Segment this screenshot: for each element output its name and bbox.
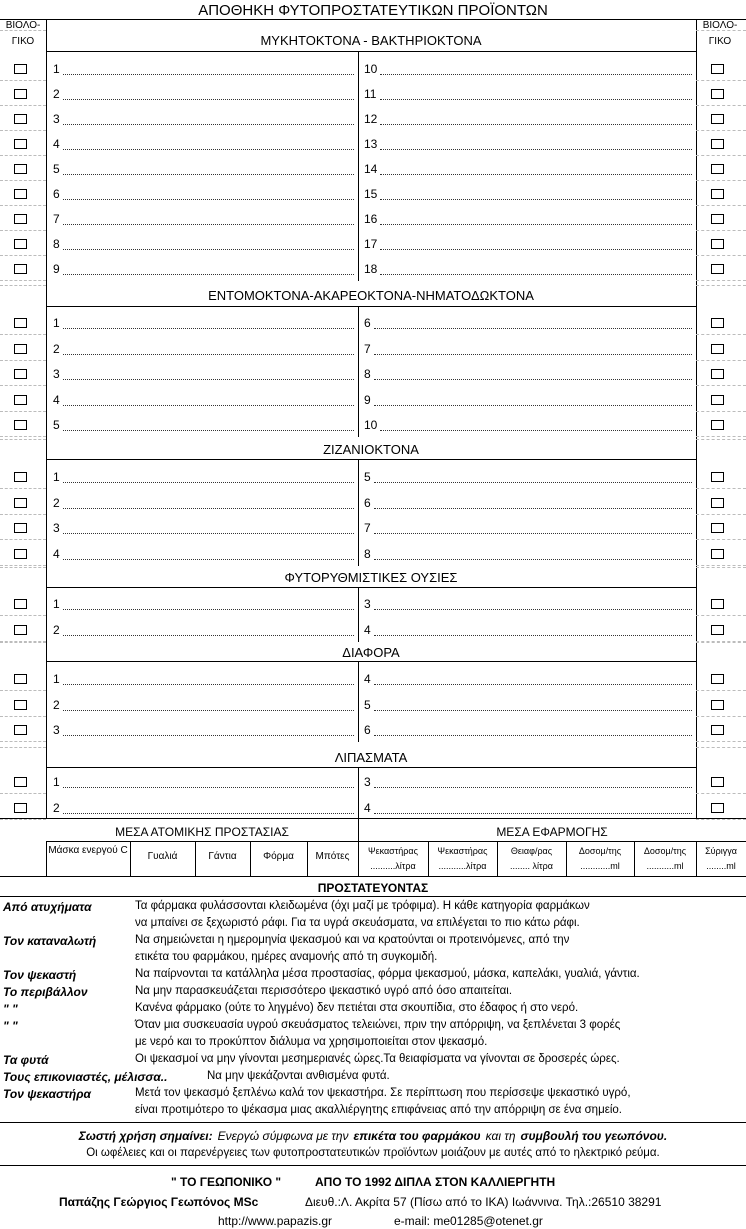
entry-input-line[interactable] bbox=[63, 405, 354, 406]
bio-header-left: ΒΙΟΛΟ- bbox=[5, 20, 41, 31]
bio-checkbox-left[interactable] bbox=[14, 114, 27, 124]
bio-checkbox-right[interactable] bbox=[711, 700, 724, 710]
bio-checkbox-right[interactable] bbox=[711, 139, 724, 149]
entry-input-line[interactable] bbox=[374, 813, 692, 814]
bio-checkbox-right[interactable] bbox=[711, 498, 724, 508]
application-capacity: ..........λίτρα bbox=[370, 861, 416, 871]
grid-line bbox=[696, 385, 746, 386]
bio-checkbox-left[interactable] bbox=[14, 725, 27, 735]
page-title: ΑΠΟΘΗΚΗ ΦΥΤΟΠΡΟΣΤΑΤΕΥΤΙΚΩΝ ΠΡΟΪΟΝΤΩΝ bbox=[198, 2, 548, 19]
grid-line bbox=[696, 155, 746, 156]
section-title-underline bbox=[46, 306, 696, 307]
grid-line bbox=[696, 819, 746, 820]
protecting-label: Από ατυχήματα bbox=[3, 900, 92, 914]
rule bbox=[0, 896, 746, 897]
grid-line bbox=[696, 439, 746, 440]
grid-line bbox=[0, 567, 46, 568]
protecting-text: είναι προτιμότερο το ψέκασμα μιας ακαλλιέργητης επιφάνειας από την απόρριψη σε ένα σημείο. bbox=[135, 1104, 622, 1116]
protecting-text: ετικέτα του φαρμάκου, ημέρες αναμονής από τη συγκομιδή. bbox=[135, 951, 438, 963]
bio-checkbox-left[interactable] bbox=[14, 549, 27, 559]
bio-checkbox-right[interactable] bbox=[711, 214, 724, 224]
entry-number: 4 bbox=[53, 547, 60, 561]
section-title: ΕΝΤΟΜΟΚΤΟΝΑ-ΑΚΑΡΕΟΚΤΟΝΑ-ΝΗΜΑΤΟΔΩΚΤΟΝΑ bbox=[208, 288, 534, 303]
entry-input-line[interactable] bbox=[63, 354, 354, 355]
grid-line bbox=[0, 565, 46, 566]
protecting-text: Κανένα φάρμακο (ούτε το ληγμένο) δεν πετιέται στα σκουπίδια, στο έδαφος ή στο νερό. bbox=[135, 1002, 579, 1014]
entry-input-line[interactable] bbox=[374, 787, 692, 788]
entry-number: 16 bbox=[364, 212, 378, 226]
entry-input-line[interactable] bbox=[63, 174, 354, 175]
protecting-text: Να παίρνονται τα κατάλληλα μέσα προστασίας, φόρμα ψεκασμού, μάσκα, καπελάκι, γυαλιά, γάντια. bbox=[135, 968, 640, 980]
grid-line bbox=[696, 255, 746, 256]
entry-input-line[interactable] bbox=[374, 635, 692, 636]
correct-use-text: και τη bbox=[485, 1129, 516, 1143]
grid-line bbox=[0, 285, 46, 286]
entry-input-line[interactable] bbox=[380, 274, 692, 275]
grid-line bbox=[696, 130, 746, 131]
bio-checkbox-left[interactable] bbox=[14, 89, 27, 99]
grid-line bbox=[0, 436, 46, 437]
bio-checkbox-right[interactable] bbox=[711, 625, 724, 635]
application-capacity: ...........ml bbox=[646, 861, 684, 871]
entry-number: 1 bbox=[53, 470, 60, 484]
entry-number: 10 bbox=[364, 62, 378, 76]
section-title-underline bbox=[46, 459, 696, 460]
grid-line bbox=[0, 741, 46, 742]
middle-column-rule bbox=[358, 306, 359, 437]
grid-line bbox=[0, 411, 46, 412]
bio-checkbox-right[interactable] bbox=[711, 369, 724, 379]
entry-number: 5 bbox=[53, 162, 60, 176]
grid-line bbox=[0, 439, 46, 440]
entry-number: 3 bbox=[53, 723, 60, 737]
entry-number: 7 bbox=[53, 212, 60, 226]
grid-line bbox=[696, 690, 746, 691]
protection-item: Γάντια bbox=[208, 851, 237, 862]
grid-line bbox=[0, 488, 46, 489]
protecting-text: Να μην παρασκευάζεται περισσότερο ψεκαστικό υγρό από όσο απαιτείται. bbox=[135, 985, 513, 997]
grid-line bbox=[696, 411, 746, 412]
entry-input-line[interactable] bbox=[63, 813, 354, 814]
entry-input-line[interactable] bbox=[380, 430, 692, 431]
protecting-text: Όταν μια συσκευασία υγρού σκευάσματος τελειώνει, πριν την απόρριψη, να ξεπλένεται 3 φορές bbox=[135, 1019, 621, 1031]
protecting-title: ΠΡΟΣΤΑΤΕΥΟΝΤΑΣ bbox=[317, 881, 429, 895]
application-item: Ψεκαστήρας bbox=[437, 846, 488, 856]
entry-number: 3 bbox=[53, 521, 60, 535]
entry-input-line[interactable] bbox=[380, 149, 692, 150]
entry-number: 18 bbox=[364, 262, 378, 276]
left-column-rule bbox=[46, 19, 47, 818]
entry-number: 8 bbox=[364, 367, 371, 381]
protection-item: Γυαλιά bbox=[147, 851, 178, 862]
entry-input-line[interactable] bbox=[380, 99, 692, 100]
section-title: ΖΙΖΑΝΙΟΚΤΟΝΑ bbox=[323, 442, 419, 457]
protecting-label: Τον καταναλωτή bbox=[3, 934, 97, 948]
bio-checkbox-right[interactable] bbox=[711, 599, 724, 609]
rule bbox=[0, 818, 746, 819]
bio-checkbox-left[interactable] bbox=[14, 803, 27, 813]
entry-input-line[interactable] bbox=[63, 430, 354, 431]
entry-input-line[interactable] bbox=[374, 735, 692, 736]
grid-line bbox=[696, 539, 746, 540]
entry-number: 6 bbox=[53, 187, 60, 201]
entry-input-line[interactable] bbox=[63, 559, 354, 560]
grid-line bbox=[696, 30, 746, 31]
entry-number: 2 bbox=[53, 801, 60, 815]
grid-line bbox=[696, 180, 746, 181]
bio-checkbox-left[interactable] bbox=[14, 344, 27, 354]
bio-checkbox-left[interactable] bbox=[14, 420, 27, 430]
entry-number: 17 bbox=[364, 237, 378, 251]
bio-checkbox-right[interactable] bbox=[711, 189, 724, 199]
grid-line bbox=[696, 105, 746, 106]
entry-input-line[interactable] bbox=[374, 508, 692, 509]
middle-column-rule bbox=[358, 459, 359, 566]
entry-input-line[interactable] bbox=[380, 174, 692, 175]
entry-number: 5 bbox=[364, 470, 371, 484]
section-title-underline bbox=[46, 51, 696, 52]
bio-checkbox-left[interactable] bbox=[14, 777, 27, 787]
correct-use-lead: Σωστή χρήση σημαίνει: bbox=[78, 1129, 213, 1143]
protecting-text: με νερό και το προκύπτον διάλυμα να χρησιμοποιείται στον ψεκασμό. bbox=[135, 1036, 488, 1048]
grid-line bbox=[0, 716, 46, 717]
benefits-note: Οι ωφέλειες και οι παρενέργειες των φυτοπροστατευτικών προϊόντων μοιάζουν με αυτές από το ηλεκτρικό ρεύμα. bbox=[86, 1147, 660, 1159]
entry-input-line[interactable] bbox=[374, 354, 692, 355]
section-title: ΔΙΑΦΟΡΑ bbox=[342, 645, 400, 660]
grid-line bbox=[696, 280, 746, 281]
website-link[interactable]: http://www.papazis.gr bbox=[218, 1214, 333, 1228]
entry-input-line[interactable] bbox=[63, 199, 354, 200]
entry-number: 6 bbox=[364, 496, 371, 510]
protecting-label: Τους επικονιαστές, μέλισσα.. bbox=[3, 1070, 168, 1084]
entry-number: 2 bbox=[53, 87, 60, 101]
rule bbox=[0, 1122, 746, 1123]
grid-line bbox=[0, 690, 46, 691]
grid-line bbox=[0, 793, 46, 794]
bio-checkbox-left[interactable] bbox=[14, 498, 27, 508]
rule bbox=[0, 1165, 746, 1166]
section-title-underline bbox=[46, 587, 696, 588]
bio-checkbox-left[interactable] bbox=[14, 189, 27, 199]
bio-checkbox-right[interactable] bbox=[711, 344, 724, 354]
entry-number: 2 bbox=[53, 623, 60, 637]
owner-name: Παπάζης Γεώργιος Γεωπόνος MSc bbox=[59, 1195, 259, 1209]
entry-input-line[interactable] bbox=[63, 224, 354, 225]
entry-number: 4 bbox=[364, 801, 371, 815]
bio-checkbox-left[interactable] bbox=[14, 318, 27, 328]
email-link[interactable]: e-mail: me01285@otenet.gr bbox=[394, 1214, 543, 1228]
entry-number: 3 bbox=[53, 112, 60, 126]
grid-line bbox=[696, 80, 746, 81]
entry-input-line[interactable] bbox=[63, 787, 354, 788]
entry-input-line[interactable] bbox=[63, 379, 354, 380]
grid-line bbox=[696, 716, 746, 717]
grid-line bbox=[0, 230, 46, 231]
bio-checkbox-left[interactable] bbox=[14, 599, 27, 609]
grid-line bbox=[0, 155, 46, 156]
bio-checkbox-left[interactable] bbox=[14, 700, 27, 710]
grid-line bbox=[0, 514, 46, 515]
entry-number: 10 bbox=[364, 418, 378, 432]
bio-checkbox-right[interactable] bbox=[711, 777, 724, 787]
section-title: ΜΥΚΗΤΟΚΤΟΝΑ - ΒΑΚΤΗΡΙΟΚΤΟΝΑ bbox=[260, 33, 482, 48]
protecting-text: Οι ψεκασμοί να μην γίνονται μεσημεριανές ώρες.Τα θειαφίσματα να γίνονται σε δροσερές ώρες. bbox=[135, 1053, 620, 1065]
right-column-rule bbox=[696, 19, 697, 818]
bio-checkbox-right[interactable] bbox=[711, 318, 724, 328]
entry-input-line[interactable] bbox=[63, 684, 354, 685]
protecting-label: " " bbox=[3, 1019, 18, 1033]
bio-checkbox-left[interactable] bbox=[14, 472, 27, 482]
bio-header-left: ΓΙΚΟ bbox=[11, 36, 35, 47]
entry-number: 1 bbox=[53, 597, 60, 611]
bio-checkbox-left[interactable] bbox=[14, 674, 27, 684]
protecting-text: Μετά τον ψεκασμό ξεπλένω καλά τον ψεκαστήρα. Σε περίπτωση που περίσσεψε ψεκαστικό υγρό, bbox=[135, 1087, 631, 1099]
entry-input-line[interactable] bbox=[374, 559, 692, 560]
bio-checkbox-right[interactable] bbox=[711, 114, 724, 124]
section-title: ΛΙΠΑΣΜΑΤΑ bbox=[334, 750, 408, 765]
grid-line bbox=[0, 360, 46, 361]
entry-input-line[interactable] bbox=[374, 405, 692, 406]
entry-number: 6 bbox=[364, 723, 371, 737]
grid-line bbox=[0, 130, 46, 131]
rule bbox=[46, 841, 746, 842]
entry-input-line[interactable] bbox=[63, 149, 354, 150]
section-title-underline bbox=[46, 767, 696, 768]
rule bbox=[0, 19, 746, 20]
bio-checkbox-left[interactable] bbox=[14, 625, 27, 635]
protecting-label: Το περιβάλλον bbox=[3, 985, 88, 999]
protecting-label: Τα φυτά bbox=[3, 1053, 49, 1067]
bio-checkbox-left[interactable] bbox=[14, 369, 27, 379]
entry-input-line[interactable] bbox=[374, 684, 692, 685]
grid-line bbox=[696, 565, 746, 566]
bio-checkbox-left[interactable] bbox=[14, 214, 27, 224]
grid-line bbox=[696, 285, 746, 286]
grid-line bbox=[696, 793, 746, 794]
entry-number: 4 bbox=[364, 623, 371, 637]
protecting-label: Τον ψεκαστή bbox=[3, 968, 77, 982]
bio-header-right: ΓΙΚΟ bbox=[708, 36, 732, 47]
application-item: Ψεκαστήρας bbox=[368, 846, 418, 856]
bio-checkbox-right[interactable] bbox=[711, 89, 724, 99]
grid-line bbox=[696, 642, 746, 643]
entry-input-line[interactable] bbox=[374, 482, 692, 483]
entry-input-line[interactable] bbox=[63, 635, 354, 636]
protecting-label: Τον ψεκαστήρα bbox=[3, 1087, 91, 1101]
application-title: ΜΕΣΑ ΕΦΑΡΜΟΓΗΣ bbox=[496, 825, 608, 839]
entry-input-line[interactable] bbox=[63, 735, 354, 736]
entry-number: 2 bbox=[53, 698, 60, 712]
entry-number: 1 bbox=[53, 316, 60, 330]
grid-line bbox=[0, 80, 46, 81]
entry-input-line[interactable] bbox=[63, 508, 354, 509]
rule bbox=[0, 876, 746, 877]
entry-number: 3 bbox=[364, 775, 371, 789]
entry-number: 1 bbox=[53, 62, 60, 76]
grid-line bbox=[0, 180, 46, 181]
bio-header-right: ΒΙΟΛΟ- bbox=[702, 20, 738, 31]
grid-line bbox=[0, 642, 46, 643]
entry-number: 4 bbox=[53, 393, 60, 407]
bio-checkbox-left[interactable] bbox=[14, 264, 27, 274]
bio-checkbox-left[interactable] bbox=[14, 239, 27, 249]
entry-input-line[interactable] bbox=[374, 710, 692, 711]
entry-number: 4 bbox=[364, 672, 371, 686]
entry-input-line[interactable] bbox=[380, 199, 692, 200]
shop-since: ΑΠΟ ΤΟ 1992 ΔΙΠΛΑ ΣΤΟΝ ΚΑΛΛΙΕΡΓΗΤΗ bbox=[315, 1175, 556, 1189]
application-capacity: ...........λίτρα bbox=[438, 861, 487, 871]
grid-line bbox=[696, 334, 746, 335]
grid-line bbox=[696, 205, 746, 206]
grid-line bbox=[696, 360, 746, 361]
entry-input-line[interactable] bbox=[380, 124, 692, 125]
entry-number: 9 bbox=[364, 393, 371, 407]
entry-number: 13 bbox=[364, 137, 378, 151]
bio-checkbox-left[interactable] bbox=[14, 139, 27, 149]
entry-number: 9 bbox=[53, 262, 60, 276]
grid-line bbox=[0, 105, 46, 106]
protection-item: Φόρμα bbox=[263, 851, 294, 862]
entry-input-line[interactable] bbox=[374, 328, 692, 329]
protecting-text: Τα φάρμακα φυλάσσονται κλειδωμένα (όχι μαζί με τρόφιμα). Η κάθε κατηγορία φαρμάκων bbox=[135, 900, 590, 912]
application-capacity: ........ml bbox=[706, 861, 736, 871]
correct-use-advice: συμβουλή του γεωπόνου. bbox=[520, 1129, 668, 1143]
entry-number: 14 bbox=[364, 162, 378, 176]
entry-input-line[interactable] bbox=[63, 482, 354, 483]
application-item: Θειαφ/ρας bbox=[510, 846, 553, 856]
entry-number: 1 bbox=[53, 775, 60, 789]
protection-item: Μάσκα ενεργού C bbox=[48, 845, 128, 856]
protection-item: Μπότες bbox=[315, 851, 350, 862]
entry-input-line[interactable] bbox=[63, 328, 354, 329]
protecting-label: " " bbox=[3, 1002, 18, 1016]
entry-number: 8 bbox=[53, 237, 60, 251]
entry-number: 12 bbox=[364, 112, 378, 126]
entry-number: 5 bbox=[53, 418, 60, 432]
protection-title: ΜΕΣΑ ΑΤΟΜΙΚΗΣ ΠΡΟΣΤΑΣΙΑΣ bbox=[115, 825, 289, 839]
grid-line bbox=[696, 615, 746, 616]
entry-number: 5 bbox=[364, 698, 371, 712]
grid-line bbox=[0, 255, 46, 256]
entry-input-line[interactable] bbox=[63, 609, 354, 610]
grid-line bbox=[0, 539, 46, 540]
correct-use-line bbox=[0, 1130, 746, 1142]
grid-line bbox=[0, 334, 46, 335]
middle-column-rule bbox=[358, 51, 359, 281]
protecting-text: Να μην ψεκάζονται ανθισμένα φυτά. bbox=[207, 1070, 390, 1082]
section-title: ΦΥΤΟΡΥΘΜΙΣΤΙΚΕΣ ΟΥΣΙΕΣ bbox=[284, 570, 458, 585]
grid-line bbox=[0, 205, 46, 206]
grid-line bbox=[696, 514, 746, 515]
application-item: Δοσομ/της bbox=[578, 846, 622, 856]
entry-input-line[interactable] bbox=[63, 710, 354, 711]
bio-checkbox-right[interactable] bbox=[711, 64, 724, 74]
entry-number: 6 bbox=[364, 316, 371, 330]
grid-line bbox=[0, 30, 46, 31]
protecting-text: να μπαίνει σε ξεχωριστό ράφι. Για τα υγρά σκευάσματα, να επιλέγεται το πιο κάτω ράφι. bbox=[135, 917, 580, 929]
middle-column-rule bbox=[358, 587, 359, 642]
entry-input-line[interactable] bbox=[374, 379, 692, 380]
entry-number: 15 bbox=[364, 187, 378, 201]
application-item: Δοσομ/της bbox=[643, 846, 687, 856]
grid-line bbox=[696, 488, 746, 489]
grid-line bbox=[0, 819, 46, 820]
correct-use-label: επικέτα του φαρμάκου bbox=[353, 1129, 481, 1143]
entry-number: 4 bbox=[53, 137, 60, 151]
entry-input-line[interactable] bbox=[374, 533, 692, 534]
application-item: Σύριγγα bbox=[705, 846, 737, 856]
entry-number: 3 bbox=[53, 367, 60, 381]
bio-checkbox-left[interactable] bbox=[14, 523, 27, 533]
entry-number: 2 bbox=[53, 342, 60, 356]
middle-column-rule bbox=[358, 767, 359, 820]
grid-line bbox=[0, 747, 46, 748]
shop-address: Διευθ.:Λ. Ακρίτα 57 (Πίσω από το ΙΚΑ) Ιωάννινα. Τηλ.:26510 38291 bbox=[305, 1195, 662, 1209]
entry-number: 8 bbox=[364, 547, 371, 561]
bio-checkbox-left[interactable] bbox=[14, 395, 27, 405]
entry-input-line[interactable] bbox=[63, 533, 354, 534]
entry-number: 7 bbox=[364, 342, 371, 356]
entry-input-line[interactable] bbox=[63, 124, 354, 125]
entry-input-line[interactable] bbox=[63, 74, 354, 75]
bio-checkbox-left[interactable] bbox=[14, 64, 27, 74]
application-capacity: ........ λίτρα bbox=[510, 861, 553, 871]
bio-checkbox-right[interactable] bbox=[711, 549, 724, 559]
bio-checkbox-right[interactable] bbox=[711, 725, 724, 735]
entry-input-line[interactable] bbox=[380, 249, 692, 250]
entry-input-line[interactable] bbox=[63, 274, 354, 275]
entry-input-line[interactable] bbox=[374, 609, 692, 610]
bio-checkbox-right[interactable] bbox=[711, 264, 724, 274]
bio-checkbox-right[interactable] bbox=[711, 164, 724, 174]
bio-checkbox-right[interactable] bbox=[711, 420, 724, 430]
grid-line bbox=[696, 567, 746, 568]
grid-line bbox=[0, 280, 46, 281]
bio-checkbox-left[interactable] bbox=[14, 164, 27, 174]
grid-line bbox=[0, 385, 46, 386]
bio-checkbox-right[interactable] bbox=[711, 674, 724, 684]
bio-checkbox-right[interactable] bbox=[711, 395, 724, 405]
bio-checkbox-right[interactable] bbox=[711, 523, 724, 533]
grid-line bbox=[696, 741, 746, 742]
bio-checkbox-right[interactable] bbox=[711, 803, 724, 813]
entry-number: 3 bbox=[364, 597, 371, 611]
application-capacity: ............ml bbox=[580, 861, 620, 871]
entry-number: 2 bbox=[53, 496, 60, 510]
bio-checkbox-right[interactable] bbox=[711, 472, 724, 482]
entry-input-line[interactable] bbox=[380, 74, 692, 75]
entry-input-line[interactable] bbox=[380, 224, 692, 225]
entry-number: 11 bbox=[364, 87, 377, 101]
bio-checkbox-right[interactable] bbox=[711, 239, 724, 249]
entry-number: 7 bbox=[364, 521, 371, 535]
grid-line bbox=[696, 747, 746, 748]
grid-line bbox=[696, 436, 746, 437]
entry-input-line[interactable] bbox=[63, 99, 354, 100]
entry-input-line[interactable] bbox=[63, 249, 354, 250]
protecting-text: Να σημειώνεται η ημερομηνία ψεκασμού και να κρατούνται οι προτεινόμενες, από την bbox=[135, 934, 570, 946]
grid-line bbox=[696, 230, 746, 231]
middle-column-rule bbox=[358, 661, 359, 742]
section-title-underline bbox=[46, 661, 696, 662]
grid-line bbox=[0, 615, 46, 616]
shop-name: " ΤΟ ΓΕΩΠΟΝΙΚΟ " bbox=[171, 1175, 282, 1189]
correct-use-text: Ενεργώ σύμφωνα με την bbox=[217, 1129, 349, 1143]
entry-number: 1 bbox=[53, 672, 60, 686]
